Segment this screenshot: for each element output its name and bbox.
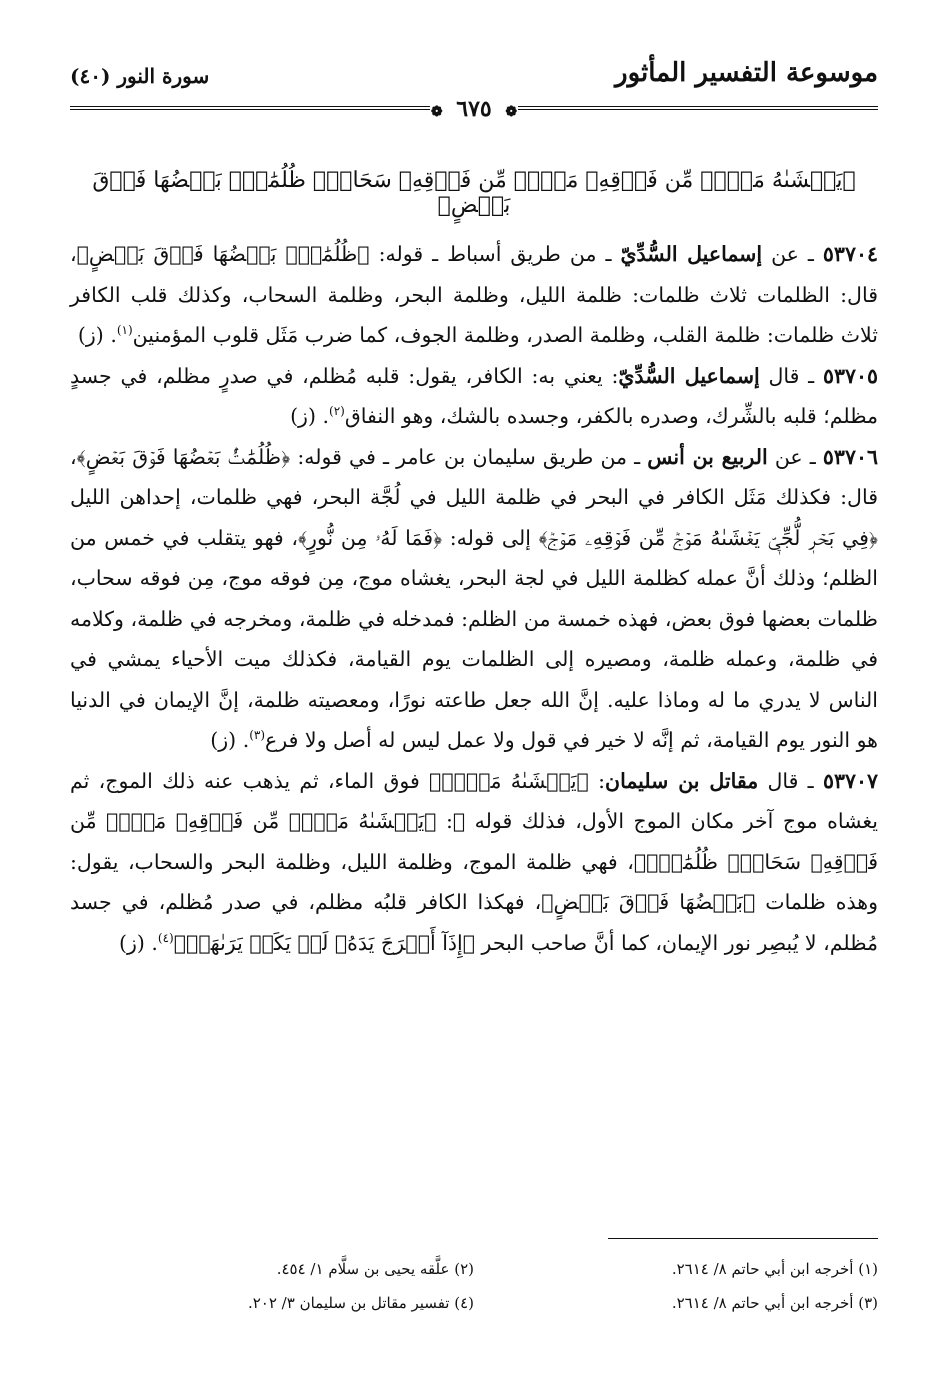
report-end: . (ز): [77, 323, 117, 347]
surah-title: سورة النور (٤٠): [70, 64, 210, 88]
page-number: ٦٧٥: [456, 96, 492, 122]
footnote: (٢) علَّقه يحيى بن سلَّام ١/ ٤٥٤.: [276, 1260, 474, 1278]
header-rule-left: [70, 106, 430, 110]
report-pre: ـ قال: [759, 363, 823, 388]
footnote-row: [70, 1252, 878, 1286]
report-pre: ـ عن: [762, 242, 823, 266]
footnotes: [70, 1252, 878, 1320]
footnote: (٣) أخرجه ابن أبي حاتم ٨/ ٢٦١٤.: [671, 1294, 878, 1312]
commentary-paragraph: [70, 234, 878, 356]
verse-line: ﴿يَغۡشَىٰهُ مَوۡجٞ مِّن فَوۡقِهِۦ مَوۡجٞ مِّن فَوۡقِهِۦ سَحَابٞۚ ظُلُمَٰتُۢ بَعۡضُهَا فَوۡقَ بَعۡضٍ﴾: [92, 168, 856, 218]
footnote-row: [70, 1286, 878, 1320]
narrator-name: إسماعيل السُّدِّيّ: [618, 363, 760, 388]
report-pre: ـ عن: [767, 444, 823, 469]
report-end: . (ز): [290, 404, 329, 428]
ornament-icon: ❁: [430, 104, 443, 120]
report-end: . (ز): [210, 728, 250, 752]
report-text: ـ من طريق سليمان بن عامر ـ في قوله: ﴿ظُلُمَٰتُۢ بَعۡضُهَا فَوۡقَ بَعۡضٍ﴾، قال: فكذلك مَثَل الكافر في البحر في ظلمة الليل في لُجَّة البحر، فهي ظلمات، إحداهن الليل ﴿فِي بَحۡرٖ لُّجِّيّٖ يَغۡشَىٰهُ مَوۡجٞ مِّن فَوۡقِهِۦ مَوۡجٞ﴾ إلى قوله: ﴿فَمَا لَهُۥ مِن نُّورٍ﴾، فهو يتقلب في خمس من الظلم؛ وذلك أنَّ عمله كظلمة الليل في لجة البحر، يغشاه موج، مِن فوقه موج، مِن فوقه سحاب، ظلمات بعضها فوق بعض، فهذه خمسة من الظلم: فمدخله في ظلمة، ومخرجه في ظلمة، وكلامه في ظلمة، وعمله ظلمة، ومصيره إلى الظلمات يوم القيامة، فكذلك ميت الأحياء يمشي في الناس لا يدري ما له وماذا عليه. إنَّ الله جعل طاعته نورًا، ومعصيته ظلمة، إنَّ الإيمان في الدنيا هو النور يوم القيامة، ثم إنَّه لا خير في قول ولا عمل ليس له أصل ولا فرع: [70, 444, 878, 752]
header-rule-right: [518, 106, 878, 110]
commentary-paragraph: [70, 761, 878, 964]
header-rule: [70, 96, 878, 120]
report-text: : يعني به: الكافر، يقول: قلبه مُظلم، في صدرٍ مظلم، في جسدٍ مظلم؛ قلبه بالشِّرك، وصدره بالكفر، وجسده بالشك، وهو النفاق: [70, 363, 878, 428]
report-number: ٥٣٧٠٤: [822, 242, 878, 266]
report-number: ٥٣٧٠٧: [822, 768, 878, 793]
narrator-name: الربيع بن أنس: [647, 444, 768, 469]
page-number-group: [425, 96, 523, 122]
narrator-name: إسماعيل السُّدِّيّ: [620, 242, 763, 266]
narrator-name: مقاتل بن سليمان: [605, 768, 759, 793]
running-header: [70, 58, 878, 128]
footnote-separator: [608, 1238, 878, 1239]
footnote: (٤) تفسير مقاتل بن سليمان ٣/ ٢٠٢.: [247, 1294, 474, 1312]
book-title: موسوعة التفسير المأثور: [615, 58, 878, 88]
report-pre: ـ قال: [758, 768, 823, 793]
footnote-ref[interactable]: (٤): [157, 930, 174, 945]
report-text: : ﴿يَغۡشَىٰهُ مَوۡجٞ﴾ فوق الماء، ثم يذهب عنه ذلك الموج، ثم يغشاه موج آخر مكان الموج الأول، فذلك قوله ﷻ: ﴿يَغۡشَىٰهُ مَوۡجٞ مِّن فَوۡقِهِۦ مَوۡجٞ مِّن فَوۡقِهِۦ سَحَابٞۚ ظُلُمَٰتُۢ﴾، فهي ظلمة الموج، وظلمة الليل، وظلمة البحر والسحاب، يقول: وهذه ظلمات ﴿بَعۡضُهَا فَوۡقَ بَعۡضٍ﴾، فهكذا الكافر قلبُه مظلم، في صدر مُظلم، في جسد مُظلم، لا يُبصِر نور الإيمان، كما أنَّ صاحب البحر ﴿إِذَآ أَخۡرَجَ يَدَهُۥ لَمۡ يَكَدۡ يَرَىٰهَاۗ﴾: [70, 768, 878, 955]
report-text: ـ من طريق أسباط ـ قوله: ﴿ظُلُمَٰتُۢ بَعۡضُهَا فَوۡقَ بَعۡضٍ﴾، قال: الظلمات ثلاث ظلمات: ظلمة الليل، وظلمة البحر، وظلمة السحاب، وكذلك قلب الكافر ثلاث ظلمات: ظلمة القلب، وظلمة الصدر، وظلمة الجوف، كما ضرب مَثَل قلوب المؤمنين: [70, 242, 878, 347]
footnote-ref[interactable]: (٢): [329, 404, 345, 419]
report-number: ٥٣٧٠٦: [822, 444, 878, 469]
footnote: (١) أخرجه ابن أبي حاتم ٨/ ٢٦١٤.: [671, 1260, 878, 1278]
report-end: . (ز): [118, 930, 158, 955]
footnote-ref[interactable]: (١): [116, 323, 133, 338]
report-number: ٥٣٧٠٥: [822, 363, 878, 388]
ornament-icon: ❁: [505, 104, 518, 120]
commentary-paragraph: [70, 356, 878, 437]
footnote-ref[interactable]: (٣): [249, 728, 266, 743]
commentary-body: [70, 234, 878, 963]
commentary-paragraph: [70, 437, 878, 761]
